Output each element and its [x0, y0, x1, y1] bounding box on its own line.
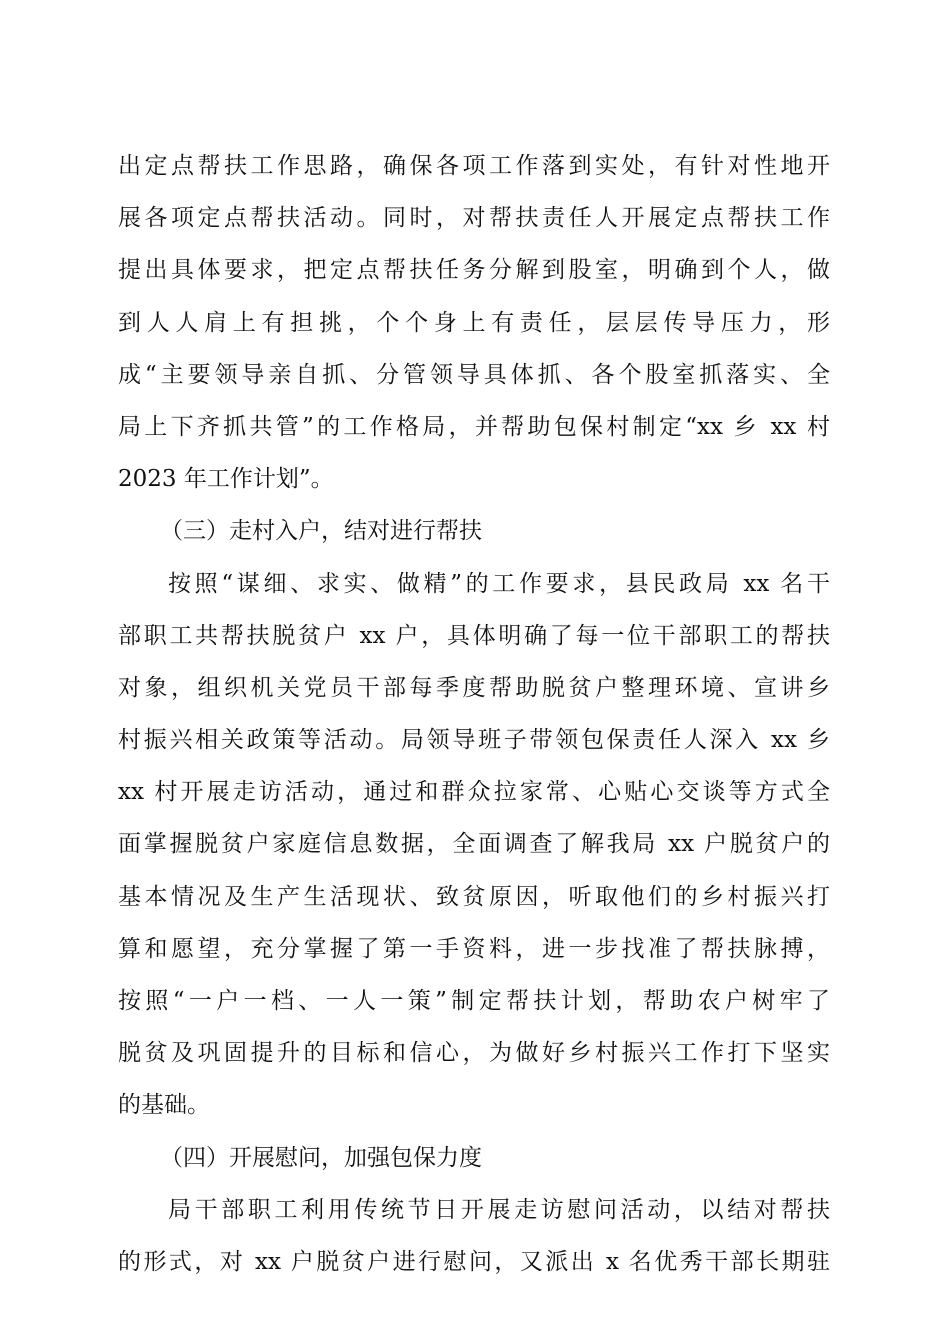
paragraph-line: 对象，组织机关党员干部每季度帮助脱贫户整理环境、宣讲乡 — [118, 674, 830, 701]
body-text — [118, 140, 830, 1288]
paragraph-line: 算和愿望，充分掌握了第一手资料，进一步找准了帮扶脉搏， — [118, 935, 830, 962]
section-heading-4: （四）开展慰问，加强包保力度 — [160, 1144, 482, 1171]
section-heading-3: （三）走村入户，结对进行帮扶 — [160, 518, 482, 545]
paragraph-line: 到人人肩上有担挑，个个身上有责任，层层传导压力，形 — [118, 309, 830, 336]
paragraph-line: 基本情况及生产生活现状、致贫原因，听取他们的乡村振兴打 — [118, 883, 830, 910]
paragraph-line: 局干部职工利用传统节日开展走访慰问活动，以结对帮扶 — [168, 1196, 830, 1223]
paragraph-line: 脱贫及巩固提升的目标和信心，为做好乡村振兴工作打下坚实 — [118, 1040, 830, 1067]
paragraph-line: 展各项定点帮扶活动。同时，对帮扶责任人开展定点帮扶工作 — [118, 205, 830, 232]
paragraph-line: xx 村开展走访活动，通过和群众拉家常、心贴心交谈等方式全 — [118, 779, 830, 806]
paragraph-line: 按照“一户一档、一人一策”制定帮扶计划，帮助农户树牢了 — [118, 988, 830, 1014]
paragraph-line: 部职工共帮扶脱贫户 xx 户，具体明确了每一位干部职工的帮扶 — [118, 622, 830, 649]
paragraph-line: 成“主要领导亲自抓、分管领导具体抓、各个股室抓落实、全 — [118, 361, 830, 388]
paragraph-line: 局上下齐抓共管”的工作格局，并帮助包保村制定“xx 乡 xx 村 — [118, 413, 830, 440]
paragraph-line: 按照“谋细、求实、做精”的工作要求，县民政局 xx 名干 — [168, 570, 830, 597]
paragraph-line: 提出具体要求，把定点帮扶任务分解到股室，明确到个人，做 — [118, 257, 830, 284]
paragraph-line: 村振兴相关政策等活动。局领导班子带领包保责任人深入 xx 乡 — [118, 727, 830, 754]
paragraph-line: 2023 年工作计划”。 — [118, 466, 334, 493]
paragraph-line: 面掌握脱贫户家庭信息数据，全面调查了解我局 xx 户脱贫户的 — [118, 831, 830, 858]
paragraph-line: 出定点帮扶工作思路，确保各项工作落到实处，有针对性地开 — [118, 153, 830, 179]
paragraph-line: 的基础。 — [118, 1092, 210, 1119]
paragraph-line: 的形式，对 xx 户脱贫户进行慰问，又派出 x 名优秀干部长期驻 — [118, 1248, 830, 1275]
